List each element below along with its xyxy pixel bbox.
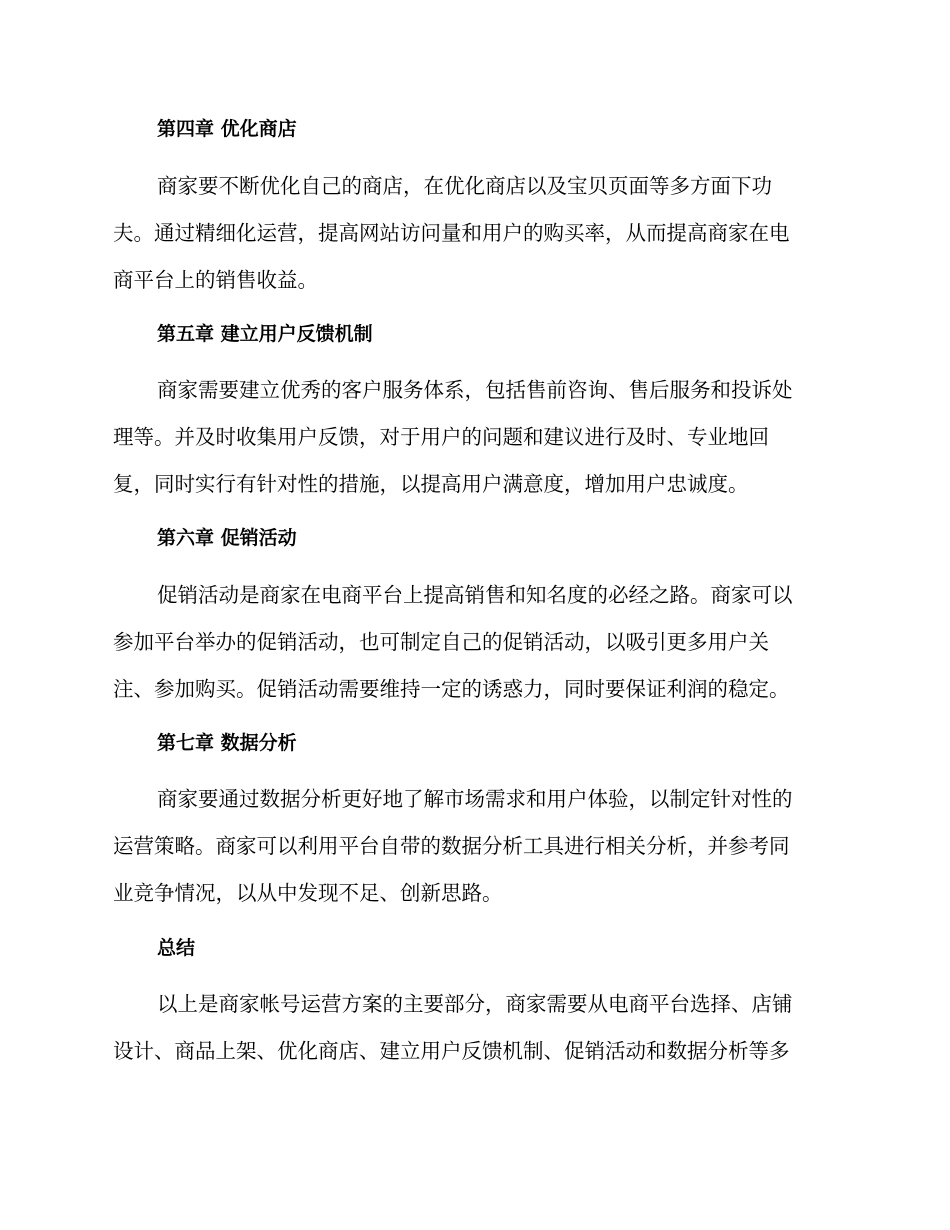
paragraph-line: 复，同时实行有针对性的措施，以提高用户满意度，增加用户忠诚度。: [113, 472, 749, 496]
paragraph-line: 商家要不断优化自己的商店，在优化商店以及宝贝页面等多方面下功: [157, 174, 772, 198]
paragraph-line: 注、参加购买。促销活动需要维持一定的诱惑力，同时要保证利润的稳定。: [113, 677, 790, 701]
section-paragraph-chapter-7: [113, 776, 833, 917]
paragraph-line: 以上是商家帐号运营方案的主要部分，商家需要从电商平台选择、店铺: [157, 992, 793, 1016]
section-heading-summary: 总结: [157, 937, 196, 959]
paragraph-line: 设计、商品上架、优化商店、建立用户反馈机制、促销活动和数据分析等多: [113, 1039, 790, 1063]
section-paragraph-chapter-4: [113, 163, 833, 304]
section-heading-chapter-6: 第六章 促销活动: [157, 527, 297, 549]
paragraph-line: 运营策略。商家可以利用平台自带的数据分析工具进行相关分析，并参考同: [113, 834, 790, 858]
section-heading-chapter-4: 第四章 优化商店: [157, 118, 297, 140]
paragraph-line: 促销活动是商家在电商平台上提高销售和知名度的必经之路。商家可以: [157, 583, 793, 607]
section-heading-chapter-7: 第七章 数据分析: [157, 732, 297, 754]
section-paragraph-chapter-6: [113, 572, 833, 713]
paragraph-line: 参加平台举办的促销活动，也可制定自己的促销活动，以吸引更多用户关: [113, 630, 769, 654]
section-paragraph-chapter-5: [113, 367, 833, 508]
section-paragraph-summary: [113, 981, 833, 1075]
paragraph-line: 商平台上的销售收益。: [113, 268, 318, 292]
paragraph-line: 商家需要建立优秀的客户服务体系，包括售前咨询、售后服务和投诉处: [157, 378, 793, 402]
paragraph-line: 夫。通过精细化运营，提高网站访问量和用户的购买率，从而提高商家在电: [113, 221, 790, 245]
paragraph-line: 理等。并及时收集用户反馈，对于用户的问题和建议进行及时、专业地回: [113, 425, 769, 449]
section-heading-chapter-5: 第五章 建立用户反馈机制: [157, 323, 373, 345]
paragraph-line: 业竞争情况，以从中发现不足、创新思路。: [113, 881, 503, 905]
paragraph-line: 商家要通过数据分析更好地了解市场需求和用户体验，以制定针对性的: [157, 787, 793, 811]
